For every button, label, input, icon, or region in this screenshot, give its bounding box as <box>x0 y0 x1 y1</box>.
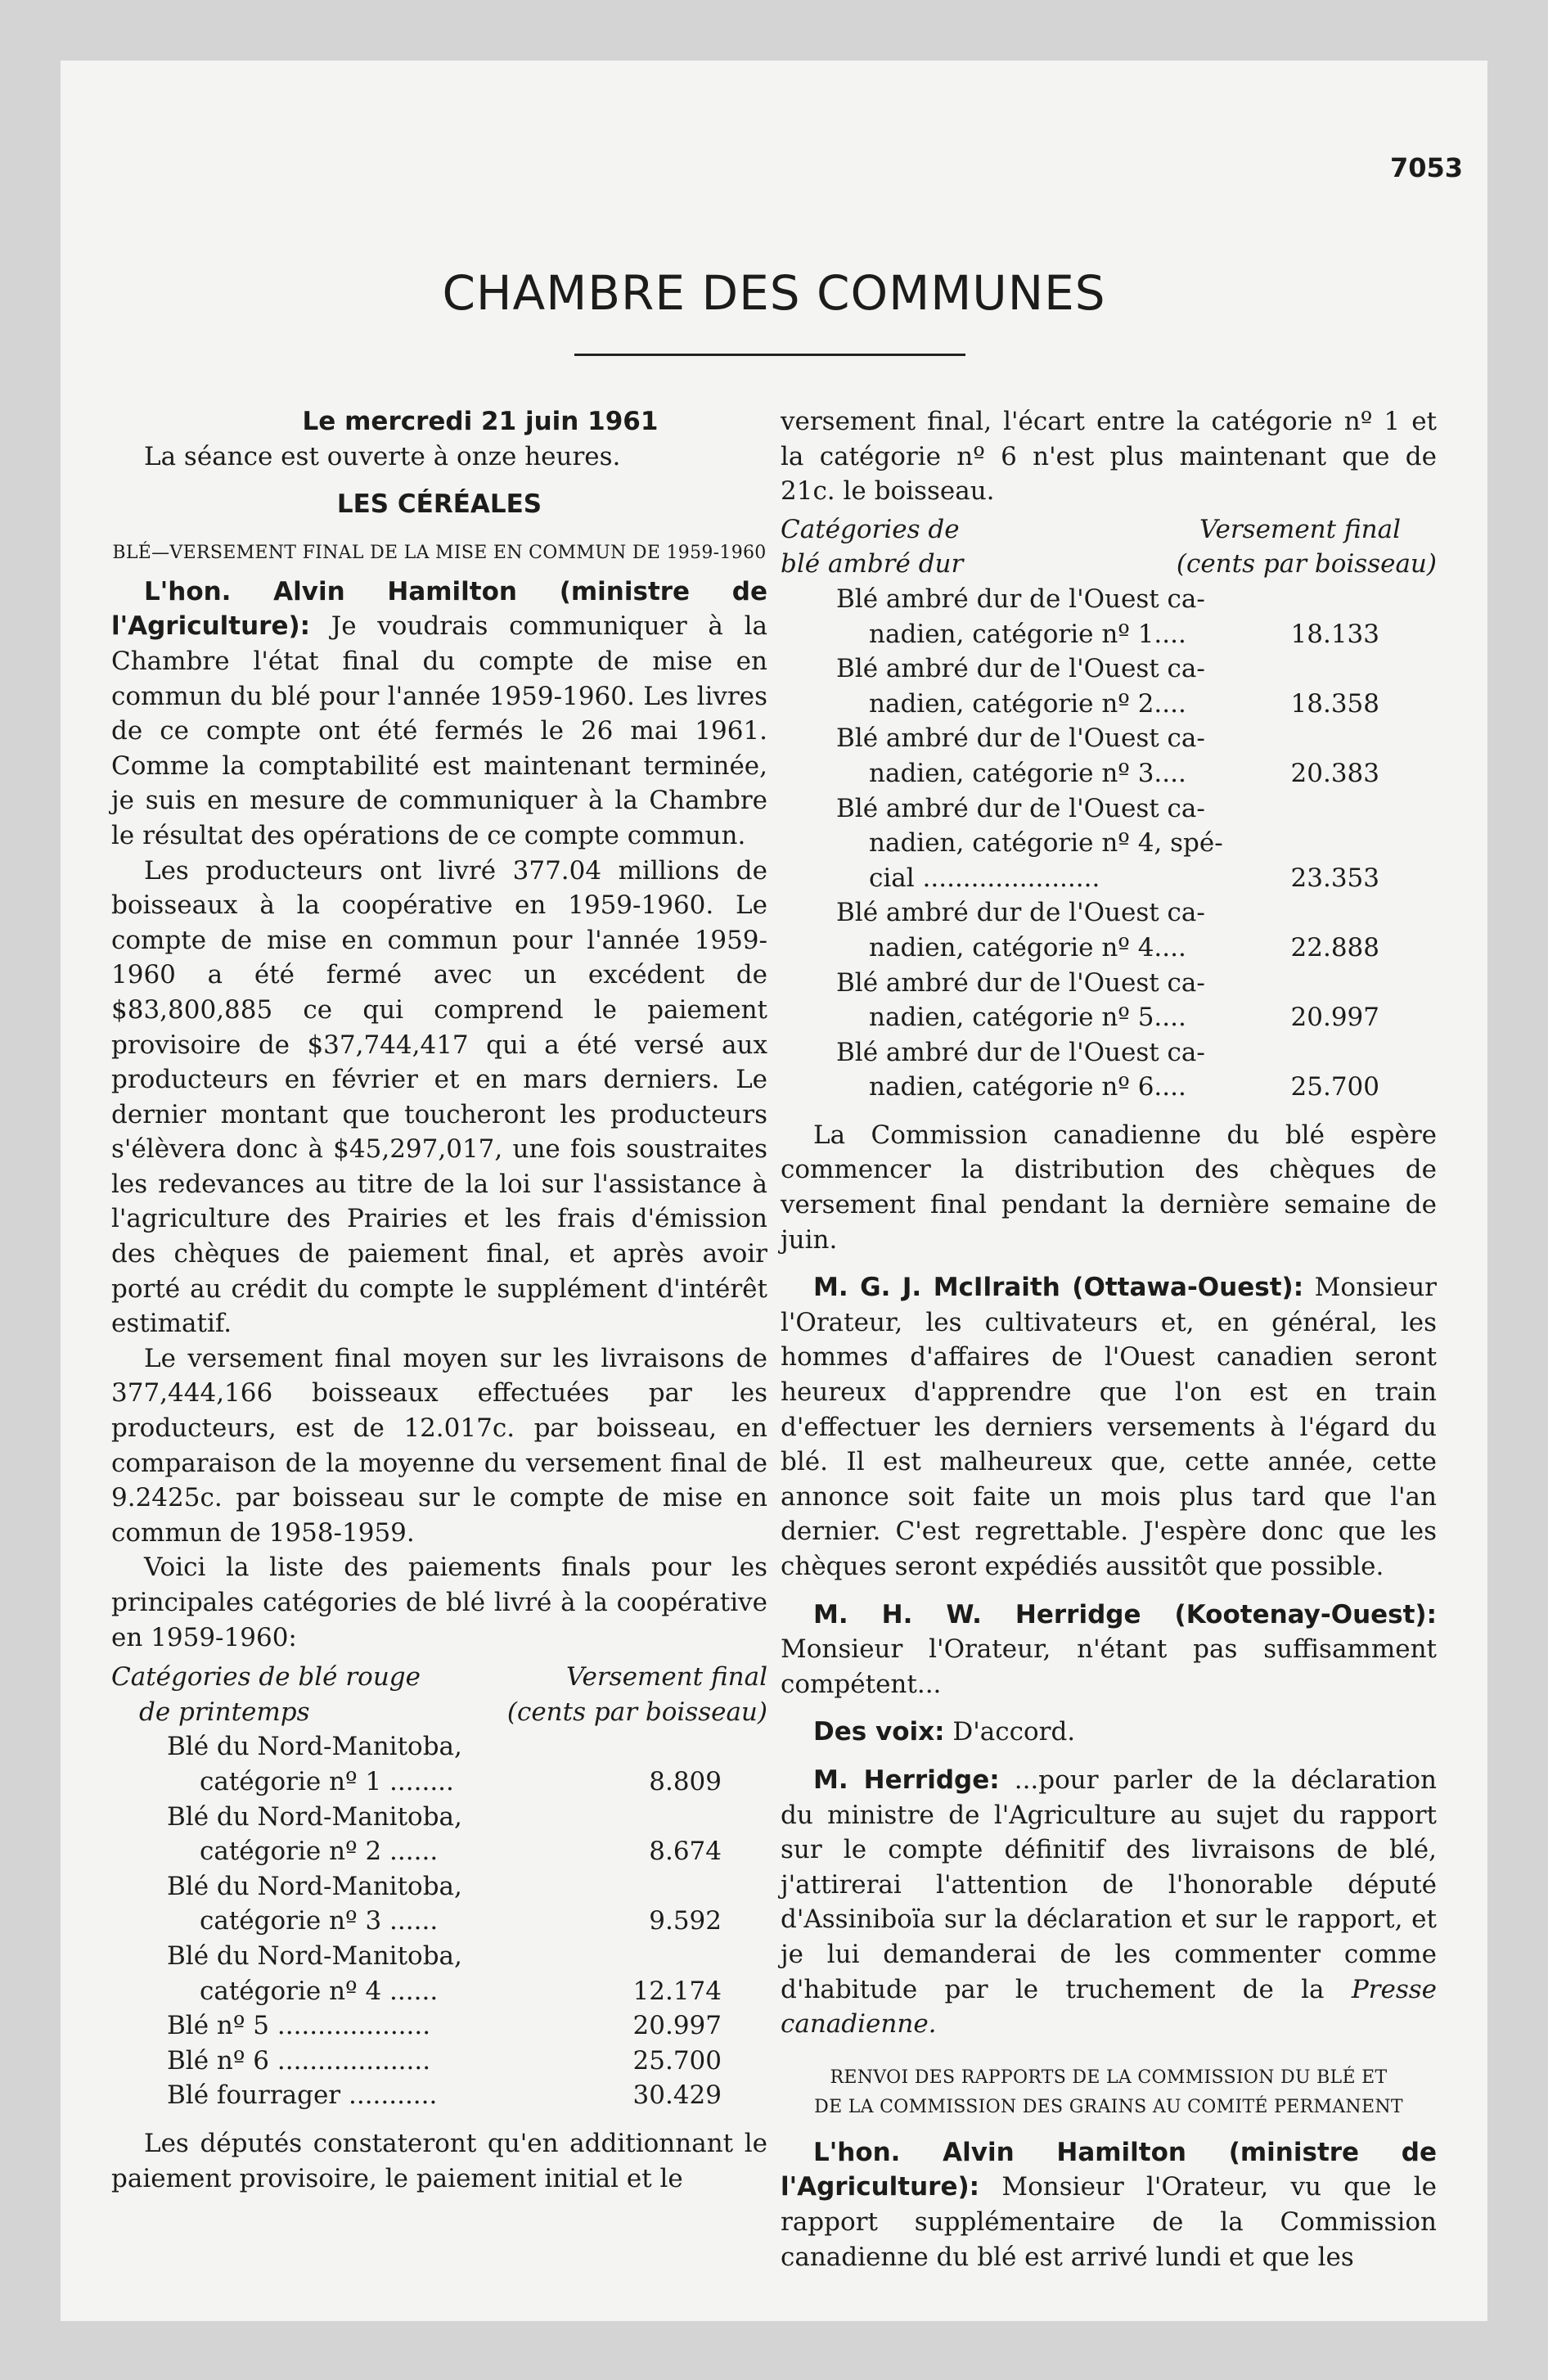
subsection-title: BLÉ—VERSEMENT FINAL DE LA MISE EN COMMUN DE 1959-1960 <box>112 542 767 563</box>
row-label: catégorie nº 1 ........ <box>200 1766 454 1796</box>
row-value: 25.700 <box>632 2045 722 2076</box>
table-body <box>111 1729 767 2113</box>
speaker-name: L'hon. Alvin Hamilton (ministre de l'Agriculture): <box>781 2137 1437 2202</box>
table-row <box>781 791 1379 896</box>
table-row <box>781 895 1379 965</box>
row-label: catégorie nº 3 ...... <box>200 1906 439 1936</box>
table-row <box>111 1869 722 1939</box>
row-value: 20.383 <box>1290 758 1379 788</box>
amber-durum-wheat-table <box>781 512 1437 1105</box>
row-label: Blé ambré dur de l'Ouest ca- <box>836 898 1205 928</box>
row-value: 9.592 <box>649 1906 722 1936</box>
row-value: 23.353 <box>1290 863 1379 893</box>
section-title-cereales: LES CÉRÉALES <box>336 489 542 520</box>
row-label: nadien, catégorie nº 1.... <box>869 619 1186 649</box>
table-header-category: Catégories de blé rouge <box>111 1662 421 1693</box>
right-column <box>781 404 1437 2274</box>
speech-text: Monsieur l'Orateur, les cultivateurs et, en général, les hommes d'affaires de l'Ouest canadien seront heureux d'apprendre que l'on est en train d'effectuer les derniers versements à l'égard du blé. Il est malheureux que, cette année, cette annonce soit faite un mois plus tard que l'an dernier. C'est regrettable. J'espère donc que les chèques seront expédiés aussitôt que possible. <box>781 1273 1437 1581</box>
row-label: Blé ambré dur de l'Ouest ca- <box>836 584 1205 614</box>
table-row <box>781 721 1379 791</box>
table-body <box>781 582 1437 1105</box>
row-label: nadien, catégorie nº 3.... <box>869 758 1186 788</box>
row-value: 18.133 <box>1290 619 1379 649</box>
row-label: nadien, catégorie nº 2.... <box>869 688 1186 719</box>
row-value: 20.997 <box>632 2011 722 2041</box>
row-value: 22.888 <box>1290 932 1379 962</box>
row-value: 20.997 <box>1290 1003 1379 1033</box>
page-number: 7053 <box>1389 152 1463 183</box>
paragraph: versement final, l'écart entre la catégorie nº 1 et la catégorie nº 6 n'est plus maintenant que de 21c. le boisseau. <box>781 407 1437 507</box>
speaker-name: M. H. W. Herridge (Kootenay-Ouest): <box>813 1599 1437 1629</box>
row-value: 8.809 <box>649 1766 722 1796</box>
table-header-row <box>111 1660 767 1695</box>
session-date: Le mercredi 21 juin 1961 <box>302 407 659 436</box>
red-spring-wheat-table <box>111 1660 767 2113</box>
table-row <box>781 966 1379 1035</box>
row-label: catégorie nº 2 ...... <box>200 1837 439 1867</box>
row-label: catégorie nº 4 ...... <box>200 1976 439 2006</box>
table-header-unit: (cents par boisseau) <box>506 1697 767 1727</box>
paragraph: Le versement final moyen sur les livraisons de 377,444,166 boisseaux effectuées par les producteurs, est de 12.017c. par boisseau, en comparaison de la moyenne du versement final de 9.2425c. par boisseau sur le compte de mise en commun de 1958-1959. <box>111 1343 767 1548</box>
row-label: Blé fourrager ........... <box>167 2080 438 2111</box>
row-label: Blé nº 5 ................... <box>167 2011 431 2041</box>
table-row <box>111 2044 722 2079</box>
paragraph: La Commission canadienne du blé espère commencer la distribution des chèques de versement final pendant la dernière semaine de juin. <box>781 1120 1437 1255</box>
table-header-unit: (cents par boisseau) <box>1176 549 1437 579</box>
paragraph <box>781 1270 1437 1584</box>
row-value: 12.174 <box>632 1976 722 2006</box>
table-row <box>111 1939 722 2008</box>
speech-text: D'accord. <box>952 1717 1076 1747</box>
speaker-name: M. G. J. McIlraith (Ottawa-Ouest): <box>813 1273 1304 1303</box>
table-header-row <box>781 547 1437 582</box>
row-label: Blé nº 6 ................... <box>167 2045 431 2076</box>
row-label: Blé ambré dur de l'Ouest ca- <box>836 654 1205 684</box>
row-label: Blé du Nord-Manitoba, <box>167 1941 462 1971</box>
speech-text: Je voudrais communiquer à la Chambre l'état final du compte de mise en commun du blé pour l'année 1959-1960. Les livres de ce compte ont été fermés le 26 mai 1961. Comme la comptabilité est maintenant terminée, je suis en mesure de communiquer à la Chambre le résultat des opérations de ce compte commun. <box>111 611 767 850</box>
header-rule <box>574 354 965 356</box>
table-row <box>781 1035 1379 1105</box>
left-column <box>111 404 767 2196</box>
speech-text: Monsieur l'Orateur, n'étant pas suffisamment compétent... <box>781 1634 1437 1699</box>
document-page <box>61 61 1487 2321</box>
paragraph <box>111 575 767 854</box>
row-label: Blé ambré dur de l'Ouest ca- <box>836 967 1205 998</box>
paragraph <box>781 2135 1437 2274</box>
row-label: nadien, catégorie nº 4.... <box>869 932 1186 962</box>
section-title-renvoi: RENVOI DES RAPPORTS DE LA COMMISSION DU BLÉ ET DE LA COMMISSION DES GRAINS AU COMITÉ PERMANENT <box>814 2067 1403 2117</box>
paragraph: Voici la liste des paiements finals pour les principales catégories de blé livré à la coopérative en 1959-1960: <box>111 1553 767 1652</box>
speaker-name: Des voix: <box>813 1717 945 1747</box>
table-row <box>111 2078 722 2113</box>
paragraph <box>781 1763 1437 2042</box>
opening-line: La séance est ouverte à onze heures. <box>144 441 621 471</box>
table-header-payment: Versement final <box>565 1662 767 1693</box>
row-label: Blé ambré dur de l'Ouest ca- <box>836 1037 1205 1067</box>
paragraph <box>781 1715 1437 1750</box>
italic-text: Presse canadienne. <box>781 1974 1437 2040</box>
row-value: 25.700 <box>1290 1072 1379 1102</box>
table-header-category: de printemps <box>139 1697 310 1727</box>
speech-text: ...pour parler de la déclaration du ministre de l'Agriculture au sujet du rapport sur le compte définitif des livraisons de blé, j'attirerai l'attention de l'honorable député d'Assiniboïa sur la déclaration et sur le rapport, et je lui demanderai de les commenter comme d'habitude par le truchement de la <box>781 1765 1437 2004</box>
row-value: 18.358 <box>1290 688 1379 719</box>
row-label: nadien, catégorie nº 5.... <box>869 1003 1186 1033</box>
row-label: cial ...................... <box>869 863 1100 893</box>
table-row <box>111 2008 722 2044</box>
row-value: 8.674 <box>649 1837 722 1867</box>
paragraph: Les producteurs ont livré 377.04 millions de boisseaux à la coopérative en 1959-1960. Le compte de mise en commun pour l'année 1959-1960 a été fermé avec un excédent de $83,800,885 ce qui comprend le paiement provisoire de $37,744,417 qui a été versé aux producteurs en février et en mars derniers. Le dernier montant que toucheront les producteurs s'élèvera donc à $45,297,017, une fois soustraites les redevances au titre de la loi sur l'assistance à l'agriculture des Prairies et les frais d'émission des chèques de paiement final, et après avoir porté au crédit du compte le supplément d'intérêt estimatif. <box>111 855 767 1339</box>
row-label: nadien, catégorie nº 4, spé- <box>869 828 1223 859</box>
table-header-category: blé ambré dur <box>781 549 964 579</box>
table-header-row <box>781 512 1437 548</box>
row-label: Blé du Nord-Manitoba, <box>167 1732 462 1762</box>
table-header-payment: Versement final <box>1199 514 1401 544</box>
speaker-name: M. Herridge: <box>813 1765 1000 1795</box>
row-label: Blé ambré dur de l'Ouest ca- <box>836 793 1205 823</box>
table-row <box>781 651 1379 721</box>
table-row <box>111 1729 722 1799</box>
row-value: 30.429 <box>632 2080 722 2111</box>
speaker-name: L'hon. Alvin Hamilton (ministre de l'Agriculture): <box>111 576 767 642</box>
table-header-row <box>111 1695 767 1730</box>
table-row <box>781 582 1379 651</box>
running-header: CHAMBRE DES COMMUNES <box>442 265 1106 321</box>
table-header-category: Catégories de <box>781 514 960 544</box>
paragraph <box>781 1598 1437 1702</box>
paragraph: Les députés constateront qu'en additionnant le paiement provisoire, le paiement initial et le <box>111 2128 767 2193</box>
row-label: Blé du Nord-Manitoba, <box>167 1871 462 1901</box>
row-label: Blé ambré dur de l'Ouest ca- <box>836 723 1205 754</box>
table-row <box>111 1800 722 1869</box>
row-label: nadien, catégorie nº 6.... <box>869 1072 1186 1102</box>
speech-text: Monsieur l'Orateur, vu que le rapport supplémentaire de la Commission canadienne du blé est arrivé lundi et que les <box>781 2172 1437 2272</box>
row-label: Blé du Nord-Manitoba, <box>167 1801 462 1832</box>
